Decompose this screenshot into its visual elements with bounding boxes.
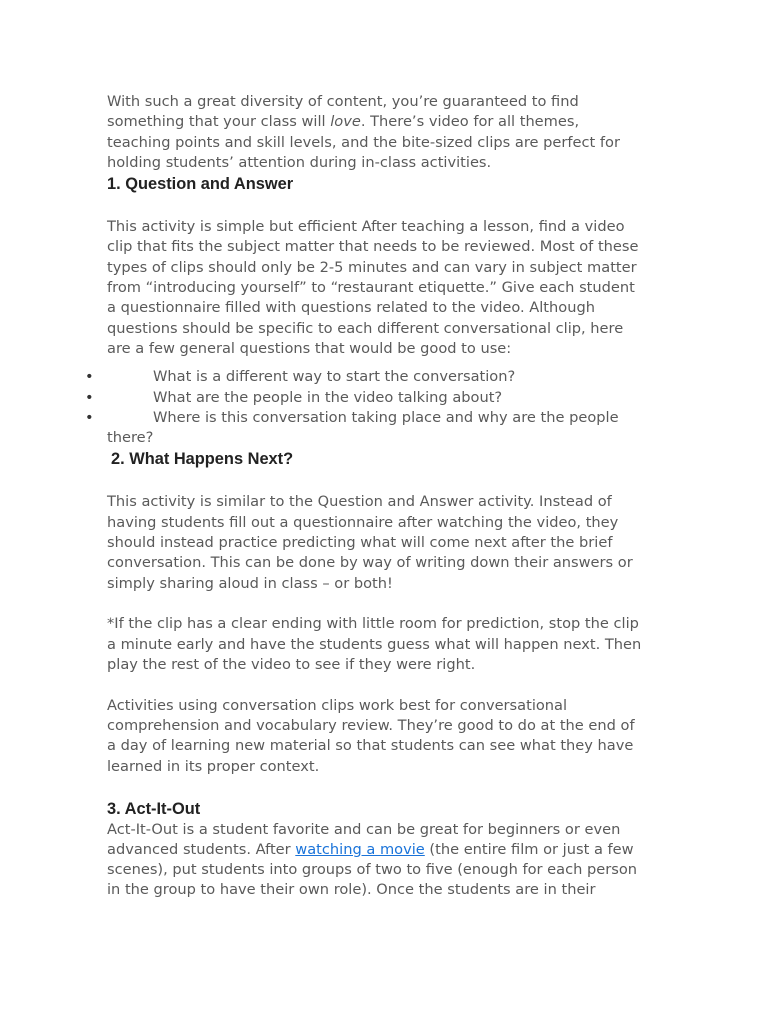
list-item — [85, 388, 667, 408]
spacer — [107, 777, 667, 798]
section3-paragraph — [107, 820, 667, 901]
paragraph-line: *If the clip has a clear ending with little room for prediction, stop the clip — [107, 615, 639, 633]
paragraph-line: simply sharing aloud in class – or both! — [107, 574, 393, 592]
section-heading-what-happens-next: 2. What Happens Next? — [111, 450, 294, 469]
intro-emphasis: love — [330, 113, 361, 131]
list-item-text: there? — [107, 429, 154, 447]
section-heading-question-and-answer: 1. Question and Answer — [107, 175, 294, 194]
section-heading-act-it-out: 3. Act-It-Out — [107, 799, 201, 818]
paragraph-line: conversation. This can be done by way of writing down their answers or — [107, 554, 633, 572]
bullet-icon: • — [85, 368, 94, 386]
bullet-icon: • — [85, 408, 94, 426]
paragraph-line: Act-It-Out is a student favorite and can be great for beginners or even — [107, 820, 621, 838]
paragraph-line: a day of learning new material so that students can see what they have — [107, 737, 634, 755]
paragraph-line: a questionnaire filled with questions related to the video. Although — [107, 299, 595, 317]
section2-note-paragraph — [107, 614, 667, 675]
paragraph-line: a minute early and have the students guess what will happen next. Then — [107, 635, 642, 653]
paragraph-line: are a few general questions that would be good to use: — [107, 339, 512, 357]
intro-line — [107, 112, 667, 132]
paragraph-line: comprehension and vocabulary review. They’re good to do at the end of — [107, 717, 635, 735]
paragraph-text: (the entire film or just a few — [424, 840, 634, 858]
watching-a-movie-link[interactable]: watching a movie — [295, 840, 425, 858]
intro-text: something that your class will — [107, 113, 331, 131]
bullet-icon: • — [85, 388, 94, 406]
paragraph-text: advanced students. After — [107, 840, 296, 858]
paragraph-line: learned in its proper context. — [107, 757, 320, 775]
paragraph-line: should instead practice predicting what will come next after the brief — [107, 534, 613, 552]
paragraph-line: having students fill out a questionnaire after watching the video, they — [107, 513, 619, 531]
paragraph-line: from “introducing yourself” to “restaurant etiquette.” Give each student — [107, 279, 635, 297]
list-item — [85, 367, 667, 387]
paragraph-line: scenes), put students into groups of two to five (enough for each person — [107, 861, 638, 879]
spacer — [107, 675, 667, 696]
list-item-text: Where is this conversation taking place and why are the people — [153, 408, 619, 426]
list-item-text: What is a different way to start the conversation? — [153, 368, 516, 386]
section2-summary-paragraph — [107, 696, 667, 777]
paragraph-line: types of clips should only be 2-5 minutes and can vary in subject matter — [107, 258, 637, 276]
spacer — [107, 195, 667, 217]
intro-line: holding students’ attention during in-class activities. — [107, 153, 492, 171]
question-list — [85, 367, 667, 448]
intro-line: With such a great diversity of content, you’re guaranteed to find — [107, 93, 579, 110]
article-body — [85, 92, 667, 901]
spacer — [107, 594, 667, 615]
paragraph-line — [107, 840, 667, 860]
paragraph-line: Activities using conversation clips work best for conversational — [107, 696, 568, 714]
paragraph-line: in the group to have their own role). Once the students are in their — [107, 881, 596, 899]
list-item — [85, 408, 667, 449]
list-item-text: What are the people in the video talking about? — [153, 388, 503, 406]
intro-text: . There’s video for all themes, — [360, 113, 580, 131]
intro-line: teaching points and skill levels, and the bite-sized clips are perfect for — [107, 133, 620, 151]
paragraph-line: clip that fits the subject matter that needs to be reviewed. Most of these — [107, 238, 639, 256]
paragraph-line: This activity is similar to the Question and Answer activity. Instead of — [107, 493, 612, 511]
paragraph-line: questions should be specific to each different conversational clip, here — [107, 319, 624, 337]
spacer — [107, 470, 667, 492]
paragraph-line: play the rest of the video to see if they were right. — [107, 656, 476, 674]
intro-paragraph — [107, 92, 667, 173]
section2-paragraph — [107, 492, 667, 593]
paragraph-line: This activity is simple but efficient After teaching a lesson, find a video — [107, 218, 625, 236]
section1-paragraph — [107, 217, 667, 359]
